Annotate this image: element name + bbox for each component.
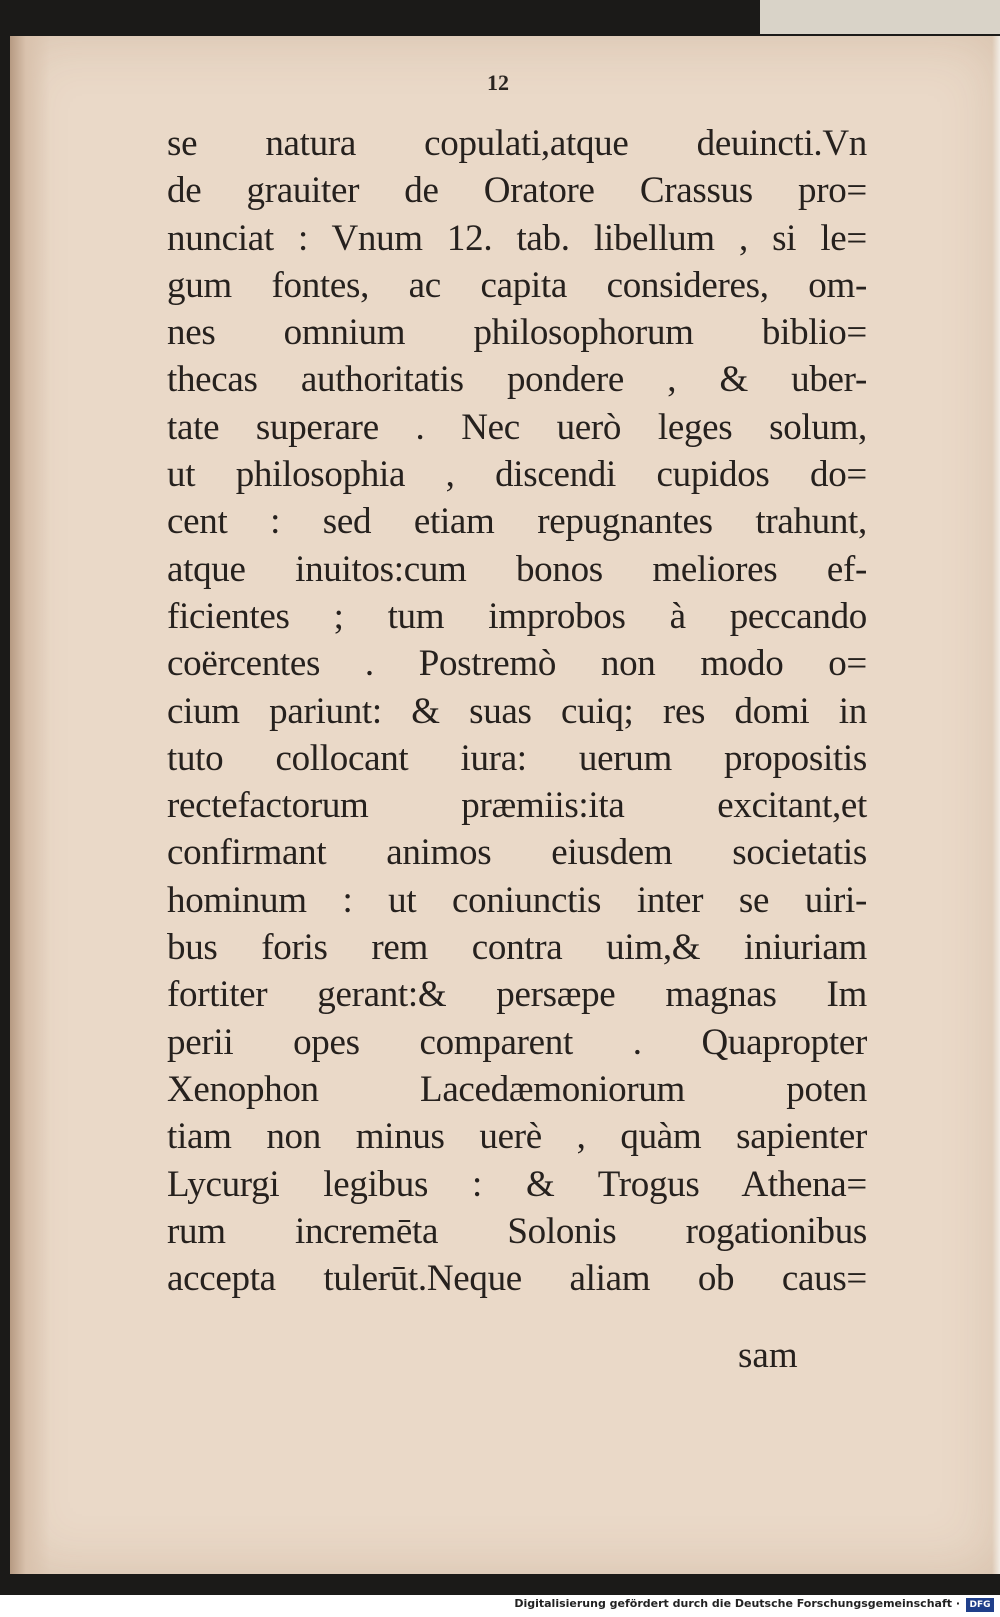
text-line: atque inuitos:cum bonos meliores ef- xyxy=(167,548,867,590)
backing-sheet xyxy=(760,0,1000,34)
text-line: rum incremēta Solonis rogationibus xyxy=(167,1210,867,1252)
text-line: bus foris rem contra uim,& iniuriam xyxy=(167,927,867,969)
text-line: ficientes ; tum improbos à peccando xyxy=(167,595,867,637)
text-line: Lycurgi legibus : & Trogus Athena= xyxy=(167,1163,867,1205)
text-line: nunciat : Vnum 12. tab. libellum , si le= xyxy=(167,217,867,259)
text-line: se natura copulati,atque deuincti.Vn xyxy=(167,123,867,164)
body-text xyxy=(167,120,867,1302)
text-line: hominum : ut coniunctis inter se uiri- xyxy=(167,879,867,921)
text-line: gum fontes, ac capita consideres, om- xyxy=(167,264,867,306)
text-line: tiam non minus uerè , quàm sapienter xyxy=(167,1116,867,1158)
footer-bar xyxy=(0,1595,1000,1617)
dfg-logo: DFG xyxy=(966,1598,994,1612)
text-line: tate superare . Nec uerò leges solum, xyxy=(167,406,867,448)
text-line: rectefactorum præmiis:ita excitant,et xyxy=(167,785,867,827)
text-line: coërcentes . Postremò non modo o= xyxy=(167,643,867,685)
text-line: thecas authoritatis pondere , & uber- xyxy=(167,359,867,401)
text-line: perii opes comparent . Quapropter xyxy=(167,1021,867,1063)
page-number: 12 xyxy=(487,70,509,95)
text-line: tuto collocant iura: uerum propositis xyxy=(167,737,867,779)
spine-shadow xyxy=(10,36,50,1574)
text-line: Xenophon Lacedæmoniorum poten xyxy=(167,1068,867,1110)
text-line: ut philosophia , discendi cupidos do= xyxy=(167,454,867,496)
text-line: nes omnium philosophorum biblio= xyxy=(167,312,867,354)
catchword: sam xyxy=(738,1335,798,1376)
text-line: accepta tulerūt.Neque aliam ob caus= xyxy=(167,1258,867,1300)
text-line: cent : sed etiam repugnantes trahunt, xyxy=(167,501,867,543)
text-line: fortiter gerant:& persæpe magnas Im xyxy=(167,974,867,1016)
page-edge xyxy=(992,36,1000,1574)
text-line: de grauiter de Oratore Crassus pro= xyxy=(167,170,867,212)
digitization-credit: Digitalisierung gefördert durch die Deutsche Forschungsgemeinschaft · xyxy=(514,1597,960,1610)
text-line: confirmant animos eiusdem societatis xyxy=(167,832,867,874)
text-line: cium pariunt: & suas cuiq; res domi in xyxy=(167,690,867,732)
